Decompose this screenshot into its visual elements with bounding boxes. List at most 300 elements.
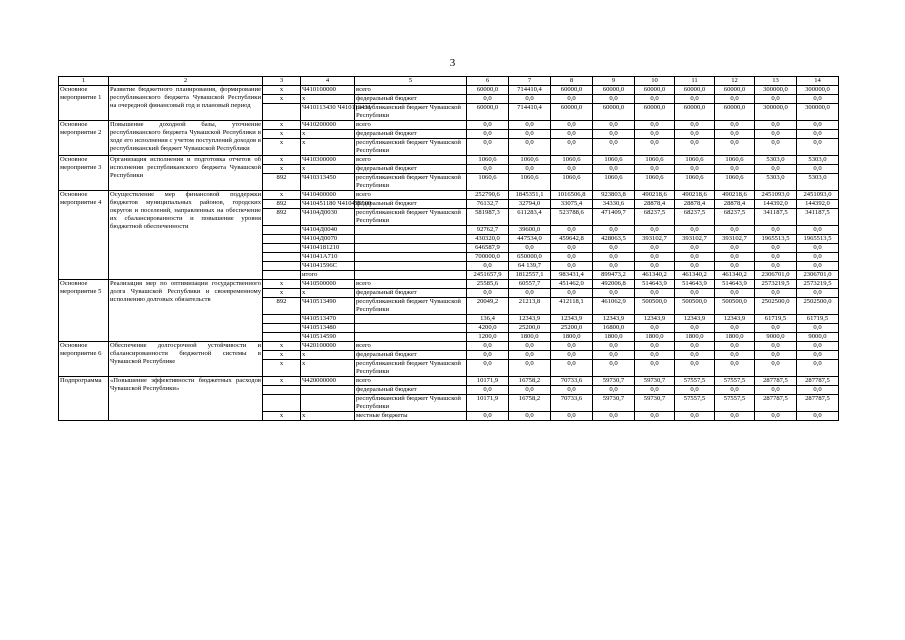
value-cell: 0,0: [509, 165, 551, 174]
column-header-6: 6: [467, 77, 509, 86]
table-row: [59, 191, 839, 200]
value-cell: 1812557,1: [509, 271, 551, 280]
value-cell: 0,0: [635, 262, 675, 271]
value-cell: 0,0: [467, 342, 509, 351]
value-cell: 0,0: [755, 95, 797, 104]
value-cell: 0,0: [635, 289, 675, 298]
responsible-code: 892: [263, 200, 301, 209]
value-cell: 2573219,5: [755, 280, 797, 289]
value-cell: 0,0: [467, 139, 509, 156]
value-cell: 2502500,0: [755, 298, 797, 315]
value-cell: 0,0: [797, 253, 839, 262]
value-cell: 60557,7: [509, 280, 551, 289]
funding-source: всего: [355, 121, 467, 130]
value-cell: 59730,7: [593, 395, 635, 412]
value-cell: 0,0: [715, 139, 755, 156]
value-cell: 0,0: [675, 95, 715, 104]
value-cell: 0,0: [797, 351, 839, 360]
value-cell: 0,0: [797, 226, 839, 235]
budget-class-code: Ч4104Д0030: [301, 209, 355, 226]
value-cell: 60000,0: [467, 86, 509, 95]
value-cell: 0,0: [635, 342, 675, 351]
value-cell: 0,0: [755, 324, 797, 333]
value-cell: 0,0: [675, 226, 715, 235]
column-header-14: 14: [797, 77, 839, 86]
value-cell: 12343,9: [675, 315, 715, 324]
value-cell: 0,0: [551, 360, 593, 377]
responsible-code: [263, 395, 301, 412]
value-cell: 0,0: [675, 289, 715, 298]
responsible-code: x: [263, 130, 301, 139]
responsible-code: x: [263, 121, 301, 130]
value-cell: 0,0: [755, 412, 797, 421]
budget-class-code: Ч4104Д0070: [301, 235, 355, 244]
value-cell: 60000,0: [593, 86, 635, 95]
activity-description: Обеспечение долгосрочной устойчивости и сбалансированности бюджетной системы в Чувашской Республике: [109, 342, 263, 377]
value-cell: 0,0: [593, 130, 635, 139]
table-row: [59, 121, 839, 130]
value-cell: 300000,0: [797, 86, 839, 95]
responsible-code: x: [263, 156, 301, 165]
budget-class-code: x: [301, 95, 355, 104]
value-cell: 28878,4: [675, 200, 715, 209]
value-cell: 500500,0: [675, 298, 715, 315]
value-cell: 0,0: [551, 289, 593, 298]
value-cell: 0,0: [467, 262, 509, 271]
value-cell: 0,0: [797, 95, 839, 104]
value-cell: 64 139,7: [509, 262, 551, 271]
value-cell: 0,0: [755, 289, 797, 298]
value-cell: 0,0: [467, 95, 509, 104]
value-cell: 0,0: [675, 386, 715, 395]
responsible-code: x: [263, 412, 301, 421]
responsible-code: x: [263, 351, 301, 360]
value-cell: 0,0: [467, 165, 509, 174]
value-cell: 25200,0: [509, 324, 551, 333]
value-cell: 1060,6: [467, 156, 509, 165]
value-cell: 0,0: [797, 262, 839, 271]
value-cell: 0,0: [715, 165, 755, 174]
value-cell: 2451093,0: [755, 191, 797, 200]
value-cell: 0,0: [593, 226, 635, 235]
value-cell: 25200,0: [551, 324, 593, 333]
value-cell: 1060,6: [551, 174, 593, 191]
value-cell: 0,0: [551, 130, 593, 139]
value-cell: 287787,5: [797, 377, 839, 386]
value-cell: 451462,0: [551, 280, 593, 289]
funding-source: федеральный бюджет: [355, 351, 467, 360]
value-cell: 1060,6: [509, 156, 551, 165]
value-cell: 1060,6: [635, 156, 675, 165]
funding-source: федеральный бюджет: [355, 165, 467, 174]
column-header-13: 13: [755, 77, 797, 86]
value-cell: 459642,8: [551, 235, 593, 244]
value-cell: 1060,6: [509, 174, 551, 191]
value-cell: 20049,2: [467, 298, 509, 315]
column-header-10: 10: [635, 77, 675, 86]
value-cell: 0,0: [715, 412, 755, 421]
budget-class-code: x: [301, 351, 355, 360]
value-cell: 523788,6: [551, 209, 593, 226]
value-cell: 0,0: [509, 139, 551, 156]
value-cell: 0,0: [635, 324, 675, 333]
value-cell: 0,0: [593, 360, 635, 377]
value-cell: 60000,0: [675, 104, 715, 121]
value-cell: 12343,9: [635, 315, 675, 324]
value-cell: 1016506,8: [551, 191, 593, 200]
value-cell: 0,0: [551, 165, 593, 174]
activity-label: Основное мероприятие 5: [59, 280, 109, 342]
value-cell: 60000,0: [593, 104, 635, 121]
value-cell: 60000,0: [715, 104, 755, 121]
value-cell: 68237,5: [675, 209, 715, 226]
value-cell: 0,0: [551, 121, 593, 130]
budget-class-code: Ч410100000: [301, 86, 355, 95]
value-cell: 1060,6: [593, 156, 635, 165]
value-cell: 0,0: [509, 351, 551, 360]
funding-source: [355, 262, 467, 271]
activity-label: Основное мероприятие 1: [59, 86, 109, 121]
budget-class-code: Ч410513470: [301, 315, 355, 324]
value-cell: 0,0: [509, 289, 551, 298]
value-cell: 0,0: [593, 386, 635, 395]
value-cell: 0,0: [755, 139, 797, 156]
value-cell: 0,0: [675, 351, 715, 360]
responsible-code: [263, 226, 301, 235]
activity-description: Осуществление мер финансовой поддержки бюджетов муниципальных районов, городских округов и поселений, направленных на обеспечение их сбалансированности и повышение уровня бюджетной обеспеченности: [109, 191, 263, 280]
budget-class-code: x: [301, 360, 355, 377]
responsible-code: x: [263, 139, 301, 156]
value-cell: 0,0: [755, 262, 797, 271]
value-cell: 0,0: [715, 351, 755, 360]
value-cell: 393102,7: [675, 235, 715, 244]
value-cell: 0,0: [715, 262, 755, 271]
value-cell: 2451093,0: [797, 191, 839, 200]
value-cell: 0,0: [715, 121, 755, 130]
column-header-2: 2: [109, 77, 263, 86]
funding-source: всего: [355, 377, 467, 386]
column-header-8: 8: [551, 77, 593, 86]
value-cell: 0,0: [797, 289, 839, 298]
activity-label: Основное мероприятие 2: [59, 121, 109, 156]
activity-description: Организация исполнения и подготовка отчетов об исполнении республиканского бюджета Чувашской Республики: [109, 156, 263, 191]
value-cell: 1060,6: [675, 156, 715, 165]
value-cell: 5303,0: [797, 156, 839, 165]
value-cell: 39600,0: [509, 226, 551, 235]
funding-source: федеральный бюджет: [355, 386, 467, 395]
value-cell: 0,0: [715, 324, 755, 333]
value-cell: 0,0: [467, 412, 509, 421]
value-cell: 57557,5: [675, 395, 715, 412]
value-cell: 1060,6: [715, 174, 755, 191]
funding-source: республиканский бюджет Чувашской Республики: [355, 395, 467, 412]
responsible-code: [263, 386, 301, 395]
value-cell: 0,0: [715, 226, 755, 235]
value-cell: 0,0: [797, 324, 839, 333]
responsible-code: x: [263, 280, 301, 289]
budget-class-code: Ч410500000: [301, 280, 355, 289]
budget-class-code: Ч420000000: [301, 377, 355, 386]
responsible-code: x: [263, 289, 301, 298]
value-cell: 61719,5: [755, 315, 797, 324]
responsible-code: [263, 262, 301, 271]
budget-class-code: Ч4104Д0040: [301, 226, 355, 235]
responsible-code: x: [263, 95, 301, 104]
value-cell: 0,0: [675, 324, 715, 333]
value-cell: 0,0: [797, 139, 839, 156]
value-cell: 59730,7: [593, 377, 635, 386]
value-cell: 0,0: [467, 130, 509, 139]
value-cell: 0,0: [797, 244, 839, 253]
value-cell: 0,0: [551, 226, 593, 235]
page-number: 3: [449, 57, 456, 69]
value-cell: 76132,7: [467, 200, 509, 209]
value-cell: 0,0: [635, 139, 675, 156]
value-cell: 0,0: [675, 360, 715, 377]
value-cell: 0,0: [509, 412, 551, 421]
value-cell: 0,0: [509, 342, 551, 351]
value-cell: 0,0: [755, 351, 797, 360]
value-cell: 0,0: [715, 386, 755, 395]
value-cell: 300000,0: [797, 104, 839, 121]
value-cell: 490218,6: [675, 191, 715, 200]
value-cell: 0,0: [551, 342, 593, 351]
value-cell: 0,0: [715, 342, 755, 351]
responsible-code: x: [263, 377, 301, 386]
value-cell: 0,0: [675, 139, 715, 156]
value-cell: 0,0: [593, 121, 635, 130]
value-cell: 0,0: [635, 386, 675, 395]
value-cell: 0,0: [635, 165, 675, 174]
value-cell: 412118,1: [551, 298, 593, 315]
value-cell: 0,0: [635, 244, 675, 253]
value-cell: 60000,0: [675, 86, 715, 95]
value-cell: 0,0: [551, 244, 593, 253]
value-cell: 393102,7: [715, 235, 755, 244]
responsible-code: [263, 244, 301, 253]
value-cell: 430320,0: [467, 235, 509, 244]
funding-source: [355, 333, 467, 342]
value-cell: 57557,5: [675, 377, 715, 386]
value-cell: 0,0: [755, 165, 797, 174]
value-cell: 0,0: [551, 262, 593, 271]
value-cell: 0,0: [675, 244, 715, 253]
value-cell: 1060,6: [715, 156, 755, 165]
value-cell: 1800,0: [635, 333, 675, 342]
activity-label: Подпрограмма: [59, 377, 109, 421]
budget-class-code: x: [301, 412, 355, 421]
value-cell: 0,0: [551, 253, 593, 262]
column-header-11: 11: [675, 77, 715, 86]
value-cell: 70733,6: [551, 377, 593, 386]
value-cell: 581987,3: [467, 209, 509, 226]
responsible-code: 892: [263, 209, 301, 226]
value-cell: 0,0: [755, 226, 797, 235]
value-cell: 1800,0: [551, 333, 593, 342]
value-cell: 0,0: [715, 253, 755, 262]
column-header-4: 4: [301, 77, 355, 86]
value-cell: 500500,0: [635, 298, 675, 315]
value-cell: 899473,2: [593, 271, 635, 280]
value-cell: 0,0: [675, 165, 715, 174]
activity-description: Развитие бюджетного планирования, формирование республиканского бюджета Чувашской Республики на очередной финансовый год и плановый период: [109, 86, 263, 121]
funding-source: республиканский бюджет Чувашской Республики: [355, 298, 467, 315]
value-cell: 0,0: [755, 121, 797, 130]
budget-class-code: Ч4104181210: [301, 244, 355, 253]
value-cell: 16758,2: [509, 395, 551, 412]
value-cell: 0,0: [509, 130, 551, 139]
funding-source: федеральный бюджет: [355, 130, 467, 139]
value-cell: 0,0: [675, 262, 715, 271]
value-cell: 0,0: [593, 289, 635, 298]
column-header-7: 7: [509, 77, 551, 86]
value-cell: 10171,9: [467, 395, 509, 412]
value-cell: 61719,5: [797, 315, 839, 324]
value-cell: 1800,0: [593, 333, 635, 342]
value-cell: 0,0: [551, 412, 593, 421]
value-cell: 252790,6: [467, 191, 509, 200]
funding-source: [355, 244, 467, 253]
value-cell: 1965513,5: [797, 235, 839, 244]
funding-source: федеральный бюджет: [355, 200, 467, 209]
value-cell: 0,0: [715, 130, 755, 139]
activity-description: «Повышение эффективности бюджетных расходов Чувашской Республики»: [109, 377, 263, 421]
budget-class-code: x: [301, 165, 355, 174]
value-cell: 0,0: [675, 253, 715, 262]
value-cell: 28878,4: [635, 200, 675, 209]
table-row: [59, 377, 839, 386]
budget-class-code: Ч410513490: [301, 298, 355, 315]
value-cell: 428063,5: [593, 235, 635, 244]
value-cell: 0,0: [635, 226, 675, 235]
value-cell: 0,0: [715, 244, 755, 253]
funding-source: республиканский бюджет Чувашской Республики: [355, 174, 467, 191]
value-cell: 461340,2: [675, 271, 715, 280]
value-cell: 0,0: [675, 121, 715, 130]
value-cell: 0,0: [635, 121, 675, 130]
value-cell: 0,0: [715, 360, 755, 377]
value-cell: 714410,4: [509, 86, 551, 95]
value-cell: 12343,9: [551, 315, 593, 324]
value-cell: 70733,6: [551, 395, 593, 412]
budget-class-code: Ч410400000: [301, 191, 355, 200]
table-row: [59, 86, 839, 95]
value-cell: 0,0: [551, 386, 593, 395]
funding-source: республиканский бюджет Чувашской Республики: [355, 360, 467, 377]
value-cell: 10171,9: [467, 377, 509, 386]
value-cell: 0,0: [467, 351, 509, 360]
value-cell: 25585,6: [467, 280, 509, 289]
value-cell: 471409,7: [593, 209, 635, 226]
value-cell: 393102,7: [635, 235, 675, 244]
budget-class-code: Ч420100000: [301, 342, 355, 351]
budget-class-code: [301, 386, 355, 395]
funding-source: всего: [355, 86, 467, 95]
value-cell: 1800,0: [509, 333, 551, 342]
value-cell: 1060,6: [593, 174, 635, 191]
value-cell: 57557,5: [715, 395, 755, 412]
value-cell: 0,0: [797, 386, 839, 395]
value-cell: 287787,5: [797, 395, 839, 412]
responsible-code: 892: [263, 174, 301, 191]
value-cell: 144392,0: [797, 200, 839, 209]
value-cell: 60000,0: [715, 86, 755, 95]
value-cell: 0,0: [675, 130, 715, 139]
value-cell: 1200,0: [467, 333, 509, 342]
value-cell: 0,0: [797, 342, 839, 351]
value-cell: 461340,2: [715, 271, 755, 280]
value-cell: 700000,0: [467, 253, 509, 262]
value-cell: 16758,2: [509, 377, 551, 386]
value-cell: 0,0: [467, 360, 509, 377]
table-header: [59, 77, 839, 86]
value-cell: 0,0: [755, 342, 797, 351]
value-cell: 0,0: [635, 253, 675, 262]
value-cell: 461062,9: [593, 298, 635, 315]
value-cell: 68237,5: [635, 209, 675, 226]
funding-source: федеральный бюджет: [355, 95, 467, 104]
budget-table: [58, 76, 839, 421]
value-cell: 983431,4: [551, 271, 593, 280]
budget-class-code: Ч410300000: [301, 156, 355, 165]
responsible-code: [263, 324, 301, 333]
value-cell: 1060,6: [675, 174, 715, 191]
value-cell: 0,0: [797, 130, 839, 139]
value-cell: 2502500,0: [797, 298, 839, 315]
budget-class-code: x: [301, 130, 355, 139]
value-cell: 1965513,5: [755, 235, 797, 244]
value-cell: 0,0: [675, 412, 715, 421]
value-cell: 0,0: [797, 165, 839, 174]
value-cell: 490218,6: [715, 191, 755, 200]
value-cell: 1800,0: [675, 333, 715, 342]
value-cell: 60000,0: [635, 86, 675, 95]
value-cell: 0,0: [551, 139, 593, 156]
value-cell: 0,0: [593, 244, 635, 253]
value-cell: 0,0: [467, 289, 509, 298]
table-row: [59, 280, 839, 289]
value-cell: 2306701,0: [755, 271, 797, 280]
value-cell: 33075,4: [551, 200, 593, 209]
column-header-1: 1: [59, 77, 109, 86]
value-cell: 611283,4: [509, 209, 551, 226]
budget-class-code: [301, 395, 355, 412]
value-cell: 28878,4: [715, 200, 755, 209]
value-cell: 0,0: [593, 165, 635, 174]
value-cell: 0,0: [635, 412, 675, 421]
value-cell: 1060,6: [467, 174, 509, 191]
value-cell: 0,0: [755, 253, 797, 262]
funding-source: федеральный бюджет: [355, 289, 467, 298]
value-cell: 514643,9: [715, 280, 755, 289]
responsible-code: x: [263, 165, 301, 174]
value-cell: 1060,6: [551, 156, 593, 165]
value-cell: 500500,0: [715, 298, 755, 315]
value-cell: 0,0: [635, 351, 675, 360]
value-cell: 646587,9: [467, 244, 509, 253]
value-cell: 60000,0: [551, 86, 593, 95]
responsible-code: x: [263, 342, 301, 351]
responsible-code: [263, 271, 301, 280]
column-header-9: 9: [593, 77, 635, 86]
value-cell: 59730,7: [635, 377, 675, 386]
funding-source: [355, 226, 467, 235]
funding-source: [355, 315, 467, 324]
budget-class-code: Ч410451180 Ч410455500: [302, 200, 372, 207]
value-cell: 0,0: [593, 95, 635, 104]
value-cell: 0,0: [755, 360, 797, 377]
budget-class-code: Ч41041A710: [301, 253, 355, 262]
